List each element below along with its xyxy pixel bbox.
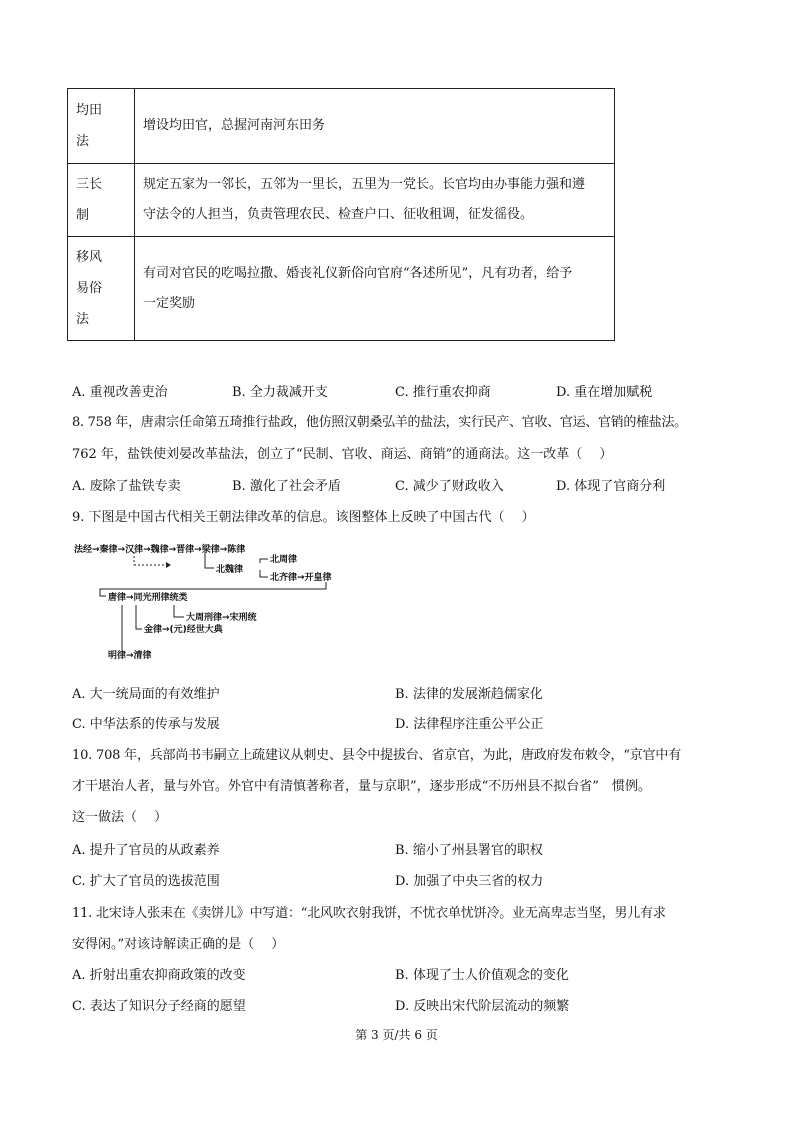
diagram-row1: 法经→秦律→汉律→魏律→晋律→梁律→陈律 — [74, 545, 246, 555]
q7-option-a[interactable]: A. 重视改善吏治 — [72, 385, 168, 400]
key-line: 制 — [76, 208, 90, 223]
key-line: 易俗 — [76, 281, 103, 296]
key-line: 移风 — [76, 250, 103, 265]
table-key-cell — [68, 237, 135, 341]
diagram-beiqi: 北齐律→开皇律 — [270, 573, 332, 583]
q7-option-c[interactable]: C. 推行重农抑商 — [395, 385, 491, 400]
q9-option-b[interactable]: B. 法律的发展渐趋儒家化 — [395, 687, 543, 702]
table-value-cell — [135, 89, 615, 164]
diagram-beiwei: 北魏律 — [216, 565, 244, 575]
table-value-cell — [135, 164, 615, 237]
key-line: 法 — [76, 312, 90, 327]
q11-stem-line: 11. 北宋诗人张耒在《卖饼儿》中写道：“北风吹衣射我饼，不忧衣单忧饼冷。业无高卑志当坚，男儿有求 — [72, 906, 666, 921]
q11-option-d[interactable]: D. 反映出宋代阶层流动的频繁 — [395, 999, 570, 1014]
key-line: 三长 — [76, 177, 103, 192]
table-value-cell — [135, 237, 615, 341]
value-line: 规定五家为一邻长，五邻为一里长，五里为一党长。长官均由办事能力强和遵 — [143, 177, 586, 192]
q8-stem-line: 762 年，盐铁使刘晏改革盐法，创立了“民制、官收、商运、商销”的通商法。这一改革（ ） — [72, 447, 613, 462]
q11-stem-line: 安得闲。”对该诗解读正确的是（ ） — [72, 937, 285, 952]
key-line: 法 — [76, 134, 90, 149]
q8-option-a[interactable]: A. 废除了盐铁专卖 — [72, 479, 181, 494]
q11-option-a[interactable]: A. 折射出重农抑商政策的改变 — [72, 968, 246, 983]
table-key-cell — [68, 164, 135, 237]
q10-stem-line: 才干堪治人者，量与外官。外官中有清慎著称者，量与京职”，逐步形成“不历州县不拟台省” 惯例。 — [72, 779, 651, 794]
policy-table — [67, 88, 615, 341]
q9-option-a[interactable]: A. 大一统局面的有效维护 — [72, 687, 220, 702]
table-row — [68, 237, 615, 341]
q7-option-d[interactable]: D. 重在增加赋税 — [556, 385, 653, 400]
table-key-cell — [68, 89, 135, 164]
q10-stem-line: 10. 708 年，兵部尚书韦嗣立上疏建议从刺史、县令中提拔台、省京官，为此，唐政府发布敕令，“京官中有 — [72, 748, 681, 763]
q10-option-d[interactable]: D. 加强了中央三省的权力 — [395, 874, 544, 889]
q11-option-c[interactable]: C. 表达了知识分子经商的愿望 — [72, 999, 246, 1014]
q8-stem-line: 8. 758 年，唐肃宗任命第五琦推行盐政，他仿照汉朝桑弘羊的盐法，实行民产、官收、官运、官销的榷盐法。 — [72, 415, 687, 430]
diagram-jin: 金律→(元)经世大典 — [144, 625, 223, 635]
q9-stem: 9. 下图是中国古代相关王朝法律改革的信息。该图整体上反映了中国古代（ ） — [72, 510, 535, 525]
q10-stem-line: 这一做法（ ） — [72, 810, 168, 825]
page-number-footer: 第 3 页/共 6 页 — [355, 1028, 438, 1042]
diagram-dazhou: 大周刑律→宋刑统 — [186, 613, 257, 623]
q8-option-d[interactable]: D. 体现了官商分利 — [556, 479, 666, 494]
diagram-ming: 明律→清律 — [108, 651, 152, 661]
q9-option-d[interactable]: D. 法律程序注重公平公正 — [395, 717, 544, 732]
q8-option-b[interactable]: B. 激化了社会矛盾 — [232, 479, 341, 494]
q11-option-b[interactable]: B. 体现了士人价值观念的变化 — [395, 968, 569, 983]
q8-option-c[interactable]: C. 减少了财政收入 — [395, 479, 504, 494]
value-line: 增设均田官，总握河南河东田务 — [143, 118, 326, 133]
diagram-tang: 唐律→同光刑律统类 — [108, 593, 188, 603]
table-row — [68, 89, 615, 164]
q7-option-b[interactable]: B. 全力裁减开支 — [232, 385, 328, 400]
q9-option-c[interactable]: C. 中华法系的传承与发展 — [72, 717, 220, 732]
q10-option-c[interactable]: C. 扩大了官员的选拔范围 — [72, 874, 220, 889]
law-lineage-diagram — [74, 538, 374, 666]
q10-option-a[interactable]: A. 提升了官员的从政素养 — [72, 843, 220, 858]
value-line: 一定奖励 — [143, 295, 196, 311]
value-line: 有司对官民的吃喝拉撒、婚丧礼仪新俗向官府“各述所见”，凡有功者，给予 — [143, 265, 573, 281]
value-line: 守法令的人担当，负责管理农民、检查户口、征收租调，征发徭役。 — [143, 207, 534, 222]
key-line: 均田 — [76, 103, 103, 118]
table-row — [68, 164, 615, 237]
diagram-beizhou: 北周律 — [270, 555, 298, 565]
q10-option-b[interactable]: B. 缩小了州县署官的职权 — [395, 843, 543, 858]
